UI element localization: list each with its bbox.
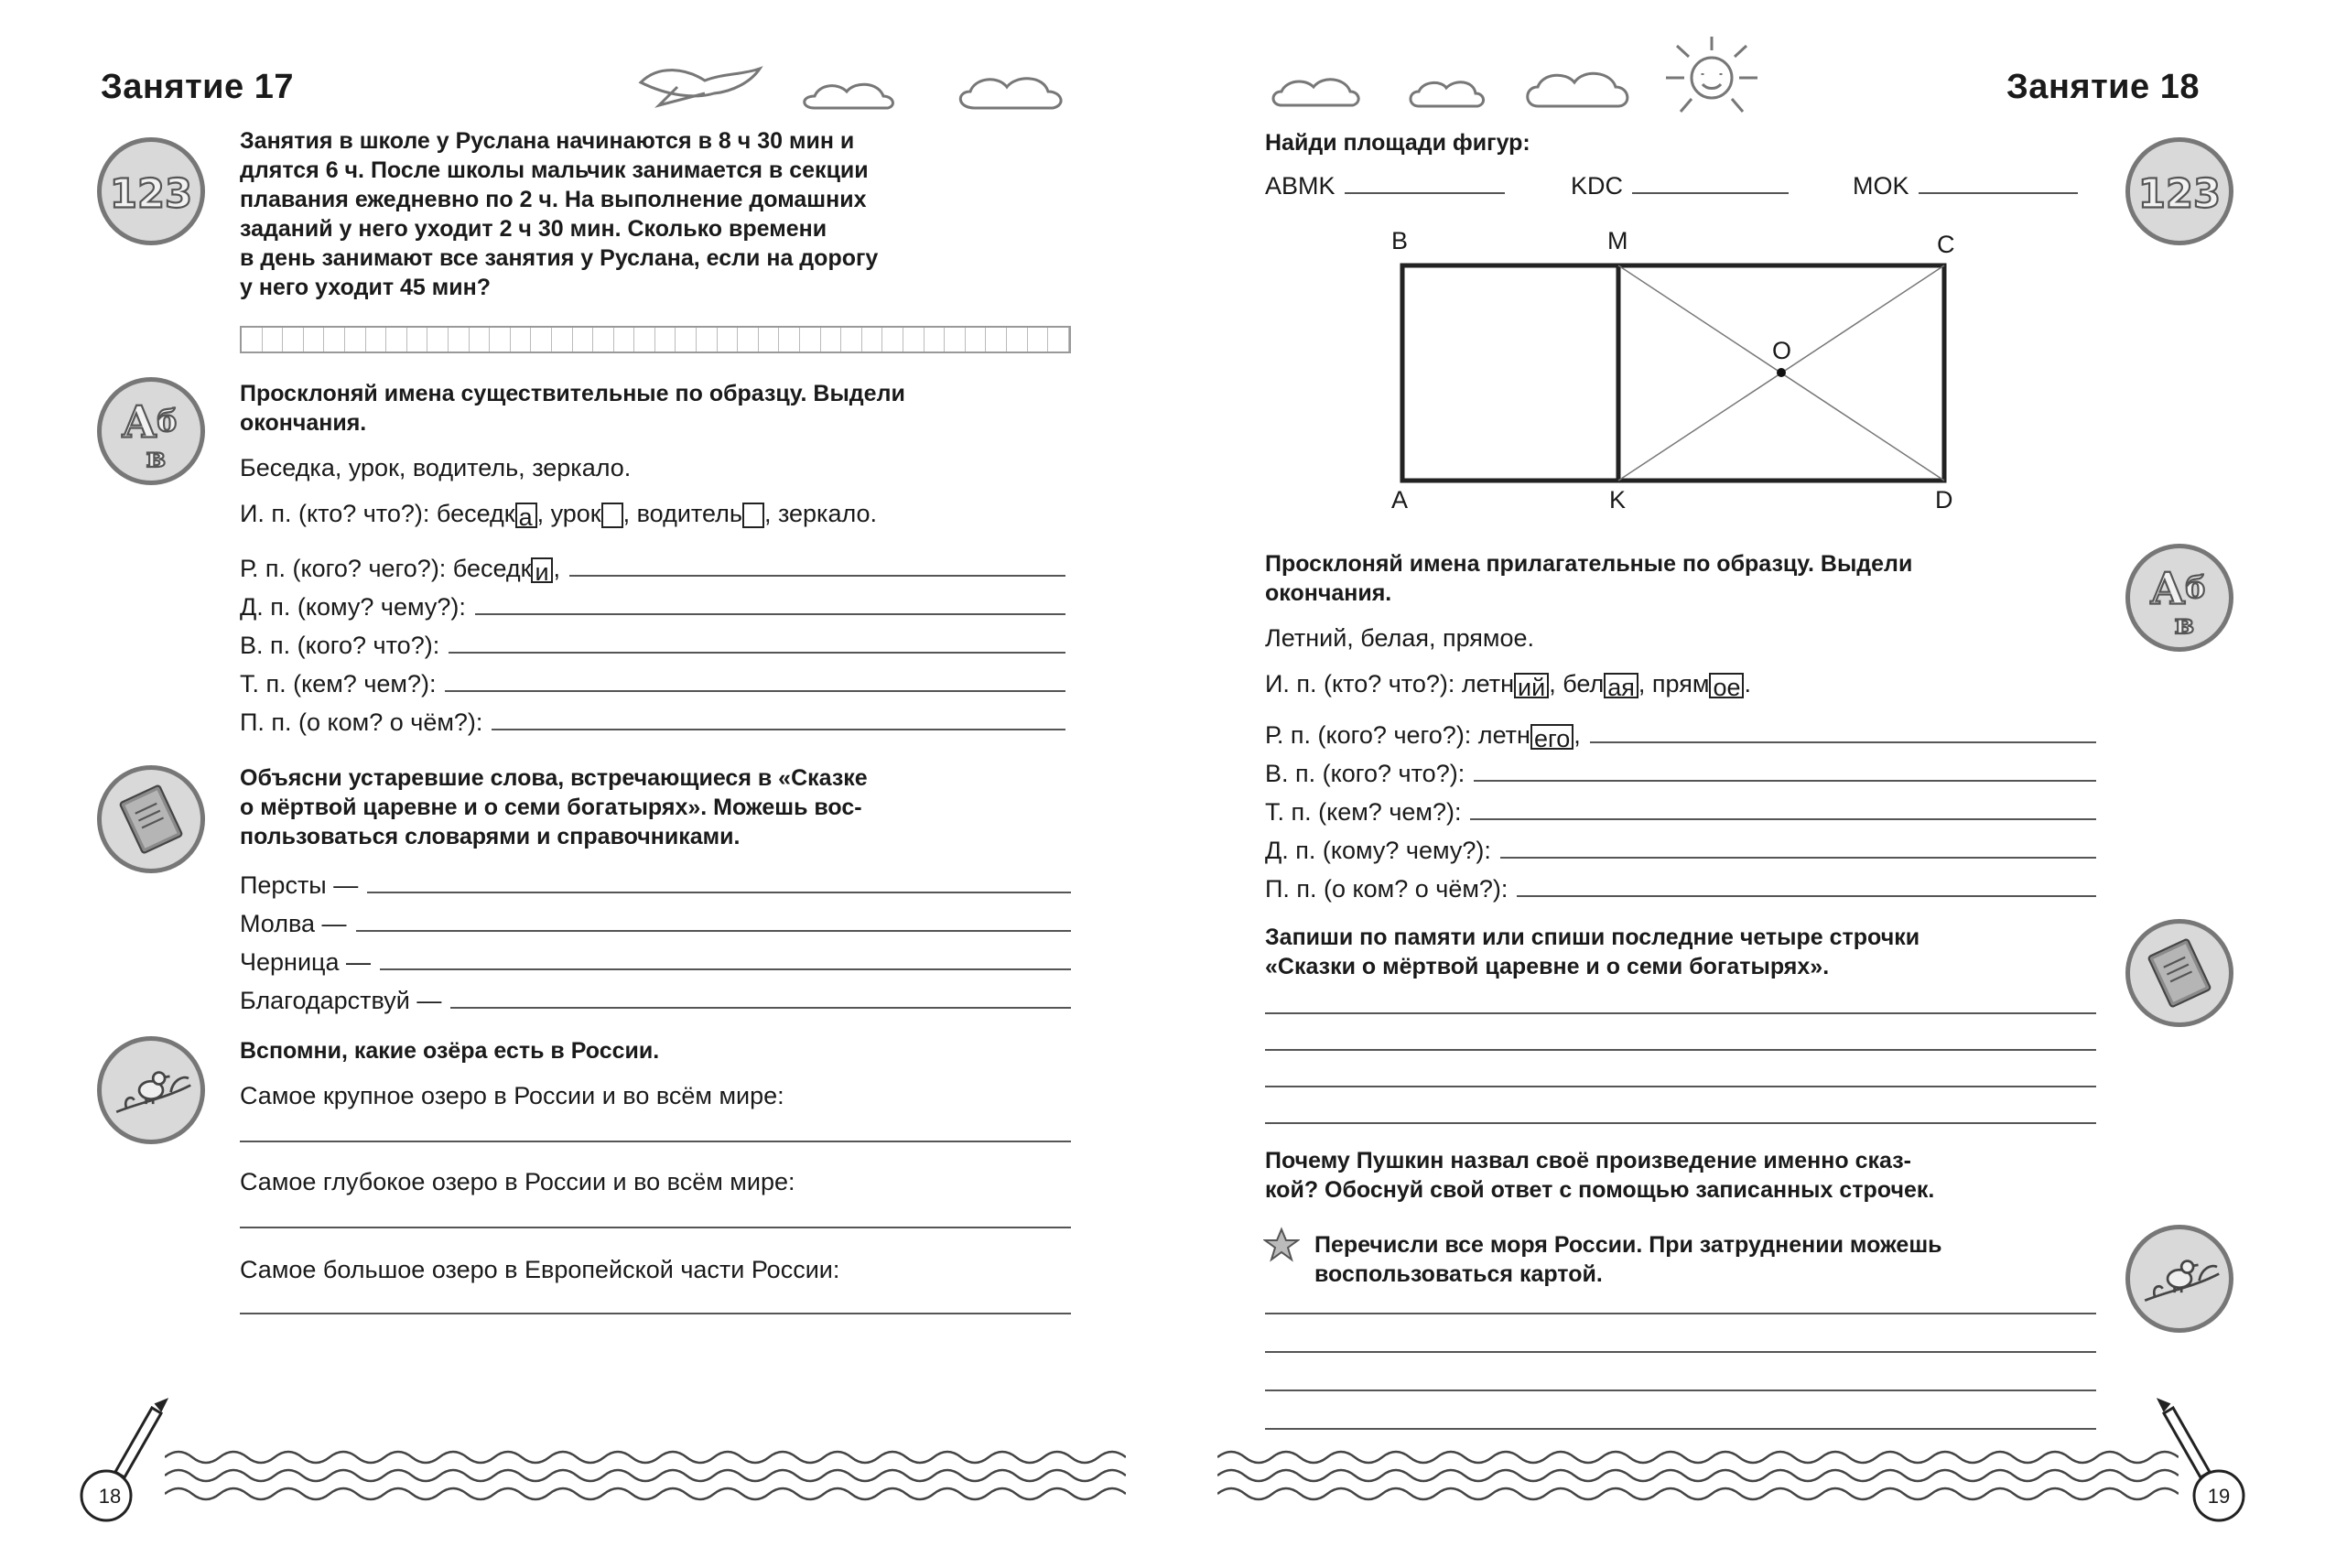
svg-text:в: в xyxy=(2174,608,2194,641)
svg-text:А: А xyxy=(2149,563,2186,615)
left-prepositional-row[interactable]: П. п. (о ком? о чём?): xyxy=(240,708,1065,737)
right-nominative-row: И. п. (кто? что?): летн ий , бел ая , прям ое . xyxy=(1265,670,1751,701)
ending-box: ий xyxy=(1514,673,1549,698)
answer-line[interactable] xyxy=(1265,1012,2096,1014)
word-row-persty[interactable]: Персты — xyxy=(240,871,1071,900)
lesson-title-17: Занятие 17 xyxy=(101,68,294,106)
area-row-kdc[interactable]: KDC xyxy=(1571,172,1789,200)
right-task4-text: Почему Пушкин назвал своё произведение именно сказ- кой? Обоснуй свой ответ с помощью записанных строчек. xyxy=(1265,1148,1935,1203)
left-nominative-row: И. п. (кто? что?): беседк а , урок , водитель , зеркало. xyxy=(240,500,878,531)
book-icon xyxy=(2125,919,2233,1027)
svg-text:123: 123 xyxy=(109,171,193,218)
answer-grid-strip[interactable] xyxy=(240,326,1071,353)
page-number-right: 19 xyxy=(2207,1485,2231,1508)
answer-line[interactable] xyxy=(1265,1049,2096,1051)
svg-text:в: в xyxy=(146,441,166,474)
lake-question-europe: Самое большое озеро в Европейской части России: xyxy=(240,1256,840,1283)
label-k: K xyxy=(1609,486,1627,514)
alphabet-abv-icon xyxy=(97,377,205,485)
right-task3-text: Запиши по памяти или спиши последние четыре строчки «Сказки о мёртвой царевне и о семи богатырях». xyxy=(1265,925,1920,979)
label-b: B xyxy=(1391,227,1409,254)
wave-decoration xyxy=(165,1446,1126,1501)
ending-box-empty[interactable] xyxy=(742,503,764,528)
right-task2-text: Просклоняй имена прилагательные по образцу. Выдели окончания. xyxy=(1265,551,1913,606)
ending-box-empty[interactable] xyxy=(601,503,623,528)
page-number-left: 18 xyxy=(98,1485,122,1508)
left-task4-title: Вспомни, какие озёра есть в России. xyxy=(240,1038,660,1064)
star-icon xyxy=(1263,1227,1300,1263)
answer-line[interactable] xyxy=(1265,1086,2096,1087)
wave-decoration xyxy=(1217,1446,2179,1501)
answer-line[interactable] xyxy=(240,1141,1071,1142)
bird-on-branch-icon xyxy=(2125,1225,2233,1333)
answer-line[interactable] xyxy=(240,1313,1071,1314)
label-c: C xyxy=(1937,231,1955,258)
left-task1-text: Занятия в школе у Руслана начинаются в 8 ч 30 мин и длятся 6 ч. После школы мальчик занимается в секции плавания ежедневно по 2 ч. На выполнение домашних заданий у него уходит 2 ч 30 мин. Сколько времени в день занимают все занятия у Руслана, если на дорогу у него уходит 45 мин? xyxy=(240,128,879,300)
right-instrumental-row[interactable]: Т. п. (кем? чем?): xyxy=(1265,798,2096,827)
right-accusative-row[interactable]: В. п. (кого? что?): xyxy=(1265,760,2096,788)
right-task1-title: Найди площади фигур: xyxy=(1265,130,1530,156)
svg-text:б: б xyxy=(2185,570,2206,605)
answer-line[interactable] xyxy=(1265,1122,2096,1124)
bird-on-branch-icon xyxy=(97,1036,205,1144)
rectangle-figure xyxy=(1373,220,1995,531)
answer-line[interactable] xyxy=(1265,1390,2096,1391)
word-row-chernitsa[interactable]: Черница — xyxy=(240,948,1071,977)
left-task3-text: Объясни устаревшие слова, встречающиеся в «Сказке о мёртвой царевне и о семи богатырях». Можешь вос- пользоваться словарями и справочниками. xyxy=(240,765,868,849)
ending-box: ая xyxy=(1604,673,1638,698)
label-m: M xyxy=(1607,227,1628,254)
label-a: A xyxy=(1391,486,1409,514)
label-o: O xyxy=(1772,337,1792,364)
svg-text:123: 123 xyxy=(2137,171,2222,218)
left-task2-words: Беседка, урок, водитель, зеркало. xyxy=(240,454,632,481)
bird-and-clouds-decoration xyxy=(622,55,1135,119)
left-dative-row[interactable]: Д. п. (кому? чему?): xyxy=(240,593,1065,622)
lesson-title-18: Занятие 18 xyxy=(2006,68,2200,106)
answer-line[interactable] xyxy=(1265,1351,2096,1353)
right-dative-row[interactable]: Д. п. (кому? чему?): xyxy=(1265,837,2096,865)
lake-question-deepest: Самое глубокое озеро в России и во всём мире: xyxy=(240,1168,795,1195)
lake-question-largest: Самое крупное озеро в России и во всём мире: xyxy=(240,1082,784,1109)
answer-line[interactable] xyxy=(1265,1428,2096,1430)
right-task5-text: Перечисли все моря России. При затруднении можешь воспользоваться картой. xyxy=(1314,1232,1942,1287)
answer-line[interactable] xyxy=(240,1227,1071,1228)
left-instrumental-row[interactable]: Т. п. (кем? чем?): xyxy=(240,670,1065,698)
svg-text:А: А xyxy=(121,396,157,449)
area-row-mok[interactable]: MOK xyxy=(1853,172,2078,200)
right-prepositional-row[interactable]: П. п. (о ком? о чём?): xyxy=(1265,875,2096,903)
ending-box: ое xyxy=(1709,673,1744,698)
outer-rectangle xyxy=(1402,265,1944,481)
ending-box: и xyxy=(531,557,553,583)
word-row-molva[interactable]: Молва — xyxy=(240,910,1071,938)
right-genitive-row[interactable]: Р. п. (кого? чего?): летн его , xyxy=(1265,721,2096,750)
right-task2-words: Летний, белая, прямое. xyxy=(1265,624,1535,652)
left-accusative-row[interactable]: В. п. (кого? что?): xyxy=(240,632,1065,660)
word-row-blagodarstvuy[interactable]: Благодарствуй — xyxy=(240,987,1071,1015)
left-task2-text: Просклоняй имена существительные по образцу. Выдели окончания. xyxy=(240,381,905,436)
math-123-icon xyxy=(97,137,205,245)
clouds-and-sun-decoration xyxy=(1263,27,1776,119)
left-genitive-row[interactable]: Р. п. (кого? чего?): беседк и , xyxy=(240,555,1065,583)
math-123-icon xyxy=(2125,137,2233,245)
answer-line[interactable] xyxy=(1265,1313,2096,1314)
ending-box: его xyxy=(1530,724,1573,750)
alphabet-abv-icon xyxy=(2125,544,2233,652)
label-d: D xyxy=(1935,486,1953,514)
area-row-abmk[interactable]: ABMK xyxy=(1265,172,1505,200)
ending-box: а xyxy=(515,503,537,528)
point-o xyxy=(1777,368,1786,377)
book-icon xyxy=(97,765,205,873)
svg-text:б: б xyxy=(157,404,178,438)
